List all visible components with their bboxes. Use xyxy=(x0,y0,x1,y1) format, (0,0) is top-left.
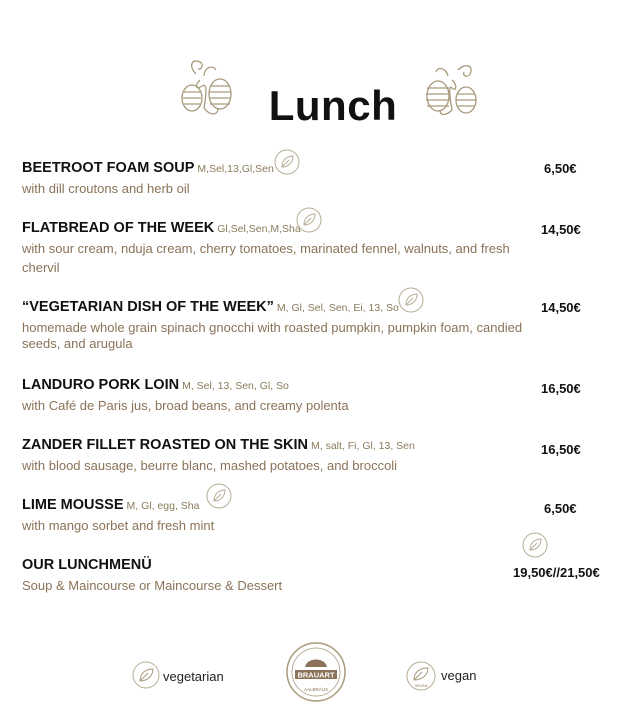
item-description: homemade whole grain spinach gnocchi with roasted pumpkin, pumpkin foam, candied seeds, and arugula xyxy=(22,320,523,351)
vegetarian-leaf-icon xyxy=(206,483,232,509)
item-name: LANDURO PORK LOIN xyxy=(22,377,180,393)
menu-item xyxy=(22,299,542,352)
item-allergens: Gl,Sel,Sen,M,Sha xyxy=(217,223,301,235)
vegetarian-leaf-icon xyxy=(522,532,548,558)
menu-item xyxy=(22,497,522,535)
item-price: 14,50€ xyxy=(541,300,581,315)
item-allergens: M, Gl, Sel, Sen, Ei, 13, So xyxy=(276,302,399,314)
item-description: with mango sorbet and fresh mint xyxy=(22,518,215,533)
item-price: 16,50€ xyxy=(541,442,581,457)
item-description: with blood sausage, beurre blanc, mashed potatoes, and broccoli xyxy=(22,458,398,473)
menu-item xyxy=(22,557,522,595)
item-allergens: M, Sel, 13, Sen, Gl, So xyxy=(182,380,289,392)
menu-item xyxy=(22,377,522,415)
menu-item xyxy=(22,437,542,475)
page-title: Lunch xyxy=(268,82,398,129)
item-name: BEETROOT FOAM SOUP xyxy=(22,160,195,176)
item-description: with dill croutons and herb oil xyxy=(22,181,190,196)
vegetarian-legend-icon xyxy=(132,661,160,689)
vegetarian-leaf-icon xyxy=(274,149,300,175)
vegetarian-legend-label: vegetarian xyxy=(163,669,224,684)
item-price: 14,50€ xyxy=(541,222,581,237)
menu-item xyxy=(22,160,522,198)
vegan-legend-label: vegan xyxy=(441,668,477,683)
vegetarian-leaf-icon xyxy=(398,287,424,313)
item-description: with sour cream, nduja cream, cherry tomatoes, marinated fennel, walnuts, and fresh chervil xyxy=(22,241,510,275)
item-name: OUR LUNCHMENÜ xyxy=(22,557,152,573)
item-description: with Café de Paris jus, broad beans, and creamy polenta xyxy=(22,398,349,413)
item-price: 6,50€ xyxy=(544,161,577,176)
item-allergens: M, salt, Fi, Gl, 13, Sen xyxy=(310,440,415,452)
item-name: FLATBREAD OF THE WEEK xyxy=(22,220,215,236)
item-price: 6,50€ xyxy=(544,501,577,516)
brauart-logo xyxy=(285,641,347,703)
item-name: “VEGETARIAN DISH OF THE WEEK” xyxy=(22,299,274,315)
item-allergens: M,Sel,13,Gl,Sen xyxy=(197,163,274,175)
svg-text:VEGAN: VEGAN xyxy=(414,684,428,688)
item-description: Soup & Maincourse or Maincourse & Dessert xyxy=(22,578,283,593)
item-allergens: M, Gl, egg, Sha xyxy=(126,500,200,512)
item-price: 16,50€ xyxy=(541,381,581,396)
item-price: 19,50€//21,50€ xyxy=(513,565,600,580)
vegan-legend-icon xyxy=(406,661,436,691)
svg-text:AALBRÄUS: AALBRÄUS xyxy=(303,687,329,692)
menu-item xyxy=(22,220,522,277)
vegetarian-leaf-icon xyxy=(296,207,322,233)
item-name: LIME MOUSSE xyxy=(22,497,124,513)
item-name: ZANDER FILLET ROASTED ON THE SKIN xyxy=(22,437,308,453)
svg-text:BRAUART: BRAUART xyxy=(297,670,335,680)
